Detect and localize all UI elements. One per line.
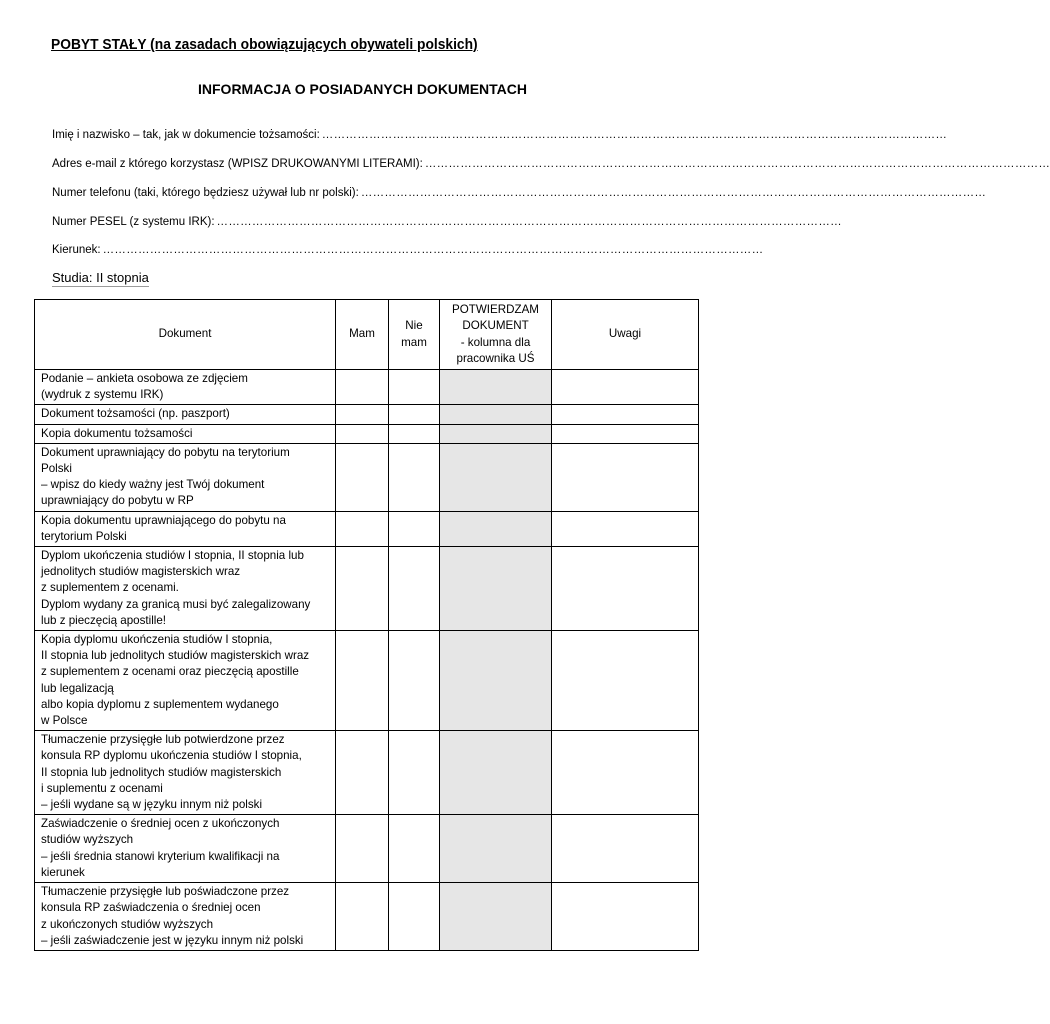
potwierdzam-cell[interactable] — [440, 815, 552, 883]
potwierdzam-cell[interactable] — [440, 883, 552, 951]
mam-checkbox-cell[interactable] — [336, 443, 389, 511]
table-row — [35, 405, 699, 424]
mam-checkbox-cell[interactable] — [336, 424, 389, 443]
header-mam: Mam — [336, 300, 389, 370]
header-potwierdzam: POTWIERDZAM DOKUMENT - kolumna dla pracownika UŚ — [440, 300, 552, 370]
fill-in-dots: …………………………………………………………………………………………………………………………………………… — [360, 187, 987, 199]
field-label: Adres e-mail z którego korzystasz (WPISZ DRUKOWANYMI LITERAMI): — [52, 158, 423, 170]
header-uwagi: Uwagi — [552, 300, 699, 370]
page-subtitle: INFORMACJA O POSIADANYCH DOKUMENTACH — [198, 81, 527, 97]
nie-mam-checkbox-cell[interactable] — [389, 370, 440, 405]
document-name-cell: Zaświadczenie o średniej ocen z ukończonych studiów wyższych – jeśli średnia stanowi kryterium kwalifikacji na kierunek — [35, 815, 336, 883]
mam-checkbox-cell[interactable] — [336, 547, 389, 631]
potwierdzam-cell[interactable] — [440, 424, 552, 443]
potwierdzam-cell[interactable] — [440, 547, 552, 631]
document-name-cell: Tłumaczenie przysięgłe lub potwierdzone przez konsula RP dyplomu ukończenia studiów I stopnia, II stopnia lub jednolitych studiów magisterskich i suplementu z ocenami – jeśli wydane są w języku innym niż polski — [35, 731, 336, 815]
mam-checkbox-cell[interactable] — [336, 370, 389, 405]
field-full-name[interactable] — [52, 128, 948, 143]
header-dokument: Dokument — [35, 300, 336, 370]
mam-checkbox-cell[interactable] — [336, 631, 389, 731]
document-name-cell: Dyplom ukończenia studiów I stopnia, II stopnia lub jednolitych studiów magisterskich wraz z suplementem z ocenami. Dyplom wydany za granicą musi być zalegalizowany lub z pieczęcią apostille! — [35, 547, 336, 631]
field-label: Imię i nazwisko – tak, jak w dokumencie tożsamości: — [52, 129, 320, 141]
potwierdzam-cell[interactable] — [440, 370, 552, 405]
nie-mam-checkbox-cell[interactable] — [389, 443, 440, 511]
potwierdzam-cell[interactable] — [440, 443, 552, 511]
document-name-cell: Kopia dyplomu ukończenia studiów I stopnia, II stopnia lub jednolitych studiów magisterskich wraz z suplementem z ocenami oraz pieczęcią apostille lub legalizacją albo kopia dyplomu z suplementem wydanego w Polsce — [35, 631, 336, 731]
table-header-row — [35, 300, 699, 370]
uwagi-cell[interactable] — [552, 815, 699, 883]
table-row — [35, 511, 699, 546]
nie-mam-checkbox-cell[interactable] — [389, 405, 440, 424]
uwagi-cell[interactable] — [552, 547, 699, 631]
field-label: Numer PESEL (z systemu IRK): — [52, 216, 215, 228]
table-row — [35, 815, 699, 883]
nie-mam-checkbox-cell[interactable] — [389, 511, 440, 546]
mam-checkbox-cell[interactable] — [336, 815, 389, 883]
nie-mam-checkbox-cell[interactable] — [389, 731, 440, 815]
nie-mam-checkbox-cell[interactable] — [389, 883, 440, 951]
potwierdzam-cell[interactable] — [440, 731, 552, 815]
nie-mam-checkbox-cell[interactable] — [389, 424, 440, 443]
uwagi-cell[interactable] — [552, 631, 699, 731]
uwagi-cell[interactable] — [552, 731, 699, 815]
table-row — [35, 370, 699, 405]
mam-checkbox-cell[interactable] — [336, 405, 389, 424]
table-row — [35, 547, 699, 631]
field-kierunek[interactable] — [52, 243, 764, 258]
uwagi-cell[interactable] — [552, 405, 699, 424]
uwagi-cell[interactable] — [552, 511, 699, 546]
section-heading: Studia: II stopnia — [52, 270, 149, 285]
table-row — [35, 443, 699, 511]
table-row — [35, 631, 699, 731]
field-pesel[interactable] — [52, 215, 842, 230]
fill-in-dots: …………………………………………………………………………………………………………………………………………… — [321, 129, 948, 141]
document-name-cell: Podanie – ankieta osobowa ze zdjęciem (wydruk z systemu IRK) — [35, 370, 336, 405]
mam-checkbox-cell[interactable] — [336, 511, 389, 546]
field-label: Kierunek: — [52, 244, 101, 256]
header-nie-mam: Nie mam — [389, 300, 440, 370]
page-title: POBYT STAŁY (na zasadach obowiązujących obywateli polskich) — [51, 36, 478, 53]
mam-checkbox-cell[interactable] — [336, 731, 389, 815]
documents-table — [34, 299, 699, 951]
uwagi-cell[interactable] — [552, 883, 699, 951]
table-row — [35, 424, 699, 443]
fill-in-dots: …………………………………………………………………………………………………………………………………………… — [216, 216, 842, 228]
document-name-cell: Tłumaczenie przysięgłe lub poświadczone przez konsula RP zaświadczenia o średniej ocen z ukończonych studiów wyższych – jeśli zaświadczenie jest w języku innym niż polski — [35, 883, 336, 951]
document-name-cell: Kopia dokumentu uprawniającego do pobytu na terytorium Polski — [35, 511, 336, 546]
uwagi-cell[interactable] — [552, 424, 699, 443]
table-row — [35, 731, 699, 815]
nie-mam-checkbox-cell[interactable] — [389, 547, 440, 631]
field-label: Numer telefonu (taki, którego będziesz używał lub nr polski): — [52, 187, 359, 199]
fill-in-dots: …………………………………………………………………………………………………………………………………………… — [424, 158, 1050, 170]
document-name-cell: Dokument uprawniający do pobytu na terytorium Polski – wpisz do kiedy ważny jest Twój dokument uprawniający do pobytu w RP — [35, 443, 336, 511]
uwagi-cell[interactable] — [552, 370, 699, 405]
nie-mam-checkbox-cell[interactable] — [389, 631, 440, 731]
uwagi-cell[interactable] — [552, 443, 699, 511]
potwierdzam-cell[interactable] — [440, 511, 552, 546]
mam-checkbox-cell[interactable] — [336, 883, 389, 951]
potwierdzam-cell[interactable] — [440, 631, 552, 731]
field-phone[interactable] — [52, 186, 987, 201]
document-name-cell: Kopia dokumentu tożsamości — [35, 424, 336, 443]
fill-in-dots: …………………………………………………………………………………………………………………………………………………… — [102, 244, 764, 256]
table-row — [35, 883, 699, 951]
potwierdzam-cell[interactable] — [440, 405, 552, 424]
document-name-cell: Dokument tożsamości (np. paszport) — [35, 405, 336, 424]
field-email[interactable] — [52, 157, 1050, 172]
nie-mam-checkbox-cell[interactable] — [389, 815, 440, 883]
